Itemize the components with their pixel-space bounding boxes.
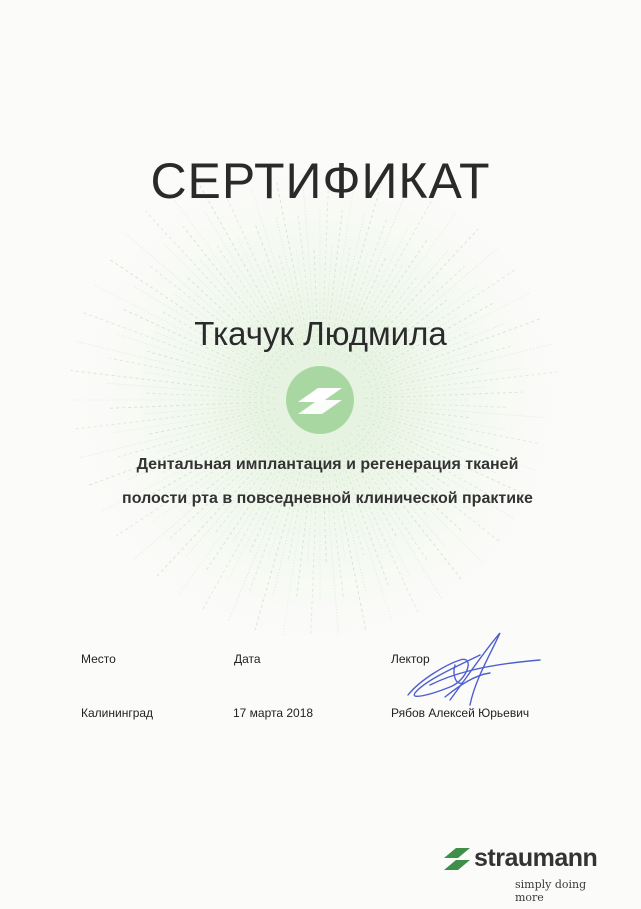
recipient-name: Ткачук Людмила: [194, 315, 447, 352]
lecturer-signature: [390, 625, 560, 725]
brand-name: straumann: [474, 844, 598, 872]
lecturer-label: Лектор: [391, 652, 430, 666]
course-title-line-1: Дентальная имплантация и регенерация тканей: [136, 456, 519, 473]
lecturer-value: Рябов Алексей Юрьевич: [391, 706, 530, 720]
date-label: Дата: [234, 652, 261, 666]
date-value: 17 марта 2018: [233, 706, 314, 720]
brand-tagline: simply doing more: [515, 878, 587, 904]
straumann-brand: [438, 842, 618, 904]
straumann-s-icon: [442, 842, 472, 876]
place-label: Место: [81, 652, 116, 666]
place-value: Калининград: [81, 706, 154, 720]
certificate-title: СЕРТИФИКАТ: [150, 153, 491, 209]
center-logo-icon: [284, 364, 356, 436]
course-title: [0, 448, 641, 516]
course-title-line-2: полости рта в повседневной клинической практике: [122, 490, 533, 507]
